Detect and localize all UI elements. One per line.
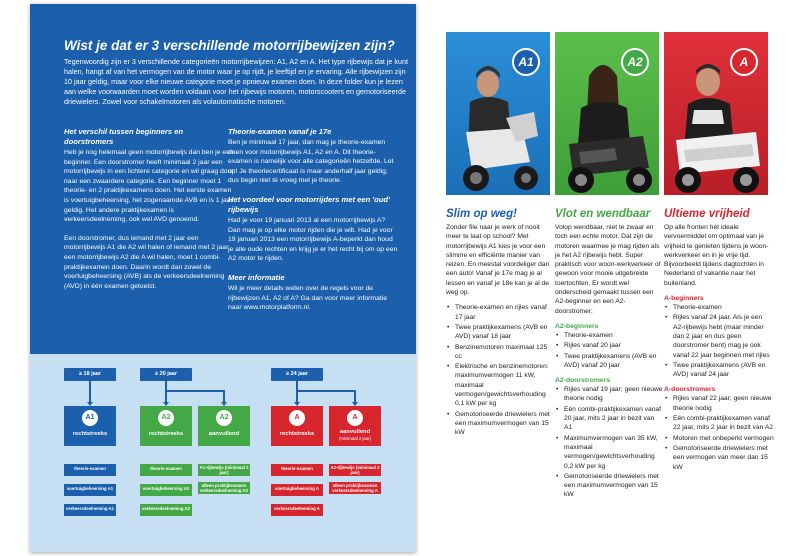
a2-badge-icon: A2 — [621, 48, 649, 76]
bar-prerequisite: A2-rijbewijs (minimaal 2 jaar) — [330, 465, 380, 475]
column-a1 — [446, 207, 554, 444]
list-item: • Benzinemotoren maximaal 125 cc — [446, 343, 554, 362]
bar-prerequisite: A1-rijbewijs (minimaal 2 jaar) — [199, 465, 249, 475]
list-a-beginners — [664, 303, 774, 379]
subheading-a2-transfer: A2-doorstromers — [555, 377, 611, 385]
bar-theory: theorie-examen — [140, 464, 192, 476]
list-item: • Rijles vanaf 20 jaar — [555, 341, 663, 350]
section-heading-theory: Theorie-examen vanaf je 17e — [228, 127, 332, 136]
subheading-a-beginners: A-beginners — [664, 295, 704, 303]
column-a2 — [555, 207, 663, 506]
list-item: • Maximumvermogen van 35 kW, maximaal vermogen/gewichtsverhouding 0,2 kW per kg — [555, 434, 663, 471]
list-item: • Rijles vanaf 22 jaar; geen nieuwe theorie nodig — [664, 394, 774, 413]
list-item: • Theorie-examen — [555, 331, 663, 340]
level-a1-direct — [64, 406, 116, 446]
connector — [166, 390, 224, 392]
bar-practical-only: alleen praktijkexamen verkeersdeelneming A — [329, 482, 381, 494]
level-label: rechtstreeks — [72, 431, 108, 437]
photo-a2-rider — [555, 32, 659, 195]
age-chip-20: ≥ 20 jaar — [140, 368, 192, 381]
subheading-a2-beginners: A2-beginners — [555, 322, 599, 330]
text-a: Op alle fronten hét ideale vervoermiddel om optimaal van je vrijheid te genieten tijdens je woon-werkverkeer en in je vrije tijd. Bijvoorbeeld tijdens dagtochten in Nederland of vakantie naar het buitenland. — [664, 224, 769, 287]
section-text-difference-1: Heb je nog helemaal geen motorrijbewijs dan ben je een beginner. Een doorstromer heeft minimaal 2 jaar een motorrijbewijs in een lichtere categorie en wil graag door naar een zwaardere categorie. Een beginner moet 1 theorie- en 2 praktijkexamens doen. Het eerste examen is voertuigbeheersing, het zogenaamde AVB en is 1 jaar geldig. Het andere praktijkexamen is verkeersdeelneming, ook wel AVD genoemd. — [64, 149, 234, 224]
a-badge-icon: A — [347, 410, 363, 426]
level-label: aanvullend — [208, 431, 240, 437]
a1-badge-icon: A1 — [82, 410, 98, 426]
text-a2: Volop wendbaar, niet te zwaar en toch een echte motor. Dat zijn de motoren waarmee je mag rijden als je het A2 rijbewijs hebt. Super praktisch voor woon-werkverkeer of gewoon voor mooie uitgebreide toertochten. Er wordt wel onderscheid gemaakt tussen een A2-beginner en een A2-doorstromer: — [555, 224, 661, 315]
list-a2-transfer — [555, 385, 663, 500]
bar-vehicle-control: voertuigbeheersing A2 — [140, 484, 192, 496]
heading-a2: Vlot en wendbaar — [555, 208, 651, 220]
list-item: • Gemotoriseerde driewielers met een maximumvermogen van 15 kW — [446, 410, 554, 438]
section-text-old-license: Had je voor 19 januari 2013 al een motorrijbewijs A? Dan mag je op elke motor rijden die je wilt. Had je voor 19 januari 2013 een motorrijbewijs A-beperkt dan houd je alle oude rechten en krijg je er het recht bij om op een A2 motor te rijden. — [228, 216, 398, 263]
level-a-extra — [329, 406, 381, 446]
a2-badge-icon: A2 — [158, 410, 174, 426]
level-a-direct — [271, 406, 323, 446]
bar-theory: theorie-examen — [64, 464, 116, 476]
list-item: • Eén combi-praktijkexamen vanaf 22 jaar, mits 2 jaar in bezit van A2 — [664, 414, 774, 433]
section-text-difference-2: Een doorstromer, dus iemand met 2 jaar een motorrijbewijs A1 die A2 wil halen of iemand met 2 jaar een motorrijbewijs A2 die A wil halen, moet 1 combi-praktijkexamen doen. Daarin wordt dan zowel de voertuigbeheersing (AVB) als de verkeersdeelneming (AVD) in één examen getoetst. — [64, 234, 229, 290]
left-column — [64, 127, 234, 300]
connector — [165, 381, 167, 404]
list-item: • Twee praktijkexamens (AVB en AVD) vanaf 20 jaar — [555, 352, 663, 371]
connector — [89, 381, 91, 404]
list-item: • Gemotoriseerde driewielers met een maximumvermogen van 15 kW — [555, 472, 663, 500]
bar-traffic: verkeersdeelneming A2 — [140, 504, 192, 516]
section-heading-difference: Het verschil tussen beginners en doorstromers — [64, 127, 184, 146]
a-badge-icon: A — [289, 410, 305, 426]
bar-theory: theorie-examen — [271, 464, 323, 476]
bar-vehicle-control: voertuigbeheersing A1 — [64, 484, 116, 496]
bar-practical-only: alleen praktijkexamen verkeersdeelneming A2 — [199, 483, 249, 493]
subheading-a-transfer: A-doorstromers — [664, 386, 716, 394]
section-heading-more-info: Meer informatie — [228, 272, 285, 282]
heading-a1: Slim op weg! — [446, 208, 517, 220]
section-text-theory: Ben je minimaal 17 jaar, dan mag je theorie-examen doen voor motorrijbewijs A1, A2 en A. Dit theorie-examen is namelijk voor alle categorieën hetzelfde. Let op! Je theoriecertificaat is maar anderhalf jaar geldig, dus begin niet té vroeg met je theorie. — [228, 139, 394, 185]
right-page — [420, 4, 792, 552]
level-label: rechtstreeks — [279, 431, 315, 437]
a2-badge-icon: A2 — [216, 410, 232, 426]
license-path-diagram — [30, 354, 416, 552]
list-a-transfer — [664, 394, 774, 471]
list-item: • Theorie-examen en rijles vanaf 17 jaar — [446, 303, 554, 322]
list-item: • Motoren met onbeperkt vermogen — [664, 434, 774, 443]
connector — [297, 390, 355, 392]
list-item: • Elektrische en benzinemotoren: maximumvermogen 11 kW, maximaal vermogen/gewichtsverhouding 0,1 kW per kg — [446, 362, 554, 408]
bar-vehicle-control: voertuigbeheersing A — [271, 484, 323, 496]
connector — [296, 381, 298, 404]
list-item: • Rijles vanaf 19 jaar; geen nieuwe theorie nodig — [555, 385, 663, 404]
heading-a: Ultieme vrijheid — [664, 208, 750, 220]
level-a2-extra — [198, 406, 250, 446]
list-item: • Eén combi-praktijkexamen vanaf 20 jaar, mits 2 jaar in bezit van A1 — [555, 405, 663, 433]
level-sublabel: (minimaal 2 jaar) — [339, 435, 371, 441]
section-text-more-info: Wil je meer details weten over de regels voor de rijbewijzen A1, A2 of A? Ga dan voor meer informatie naar www.motorplatform.nl. — [228, 284, 388, 312]
level-label: rechtstreeks — [148, 431, 184, 437]
photo-a-rider — [664, 32, 768, 195]
left-page — [30, 4, 416, 552]
text-a1: Zonder file naar je werk of nooit meer te laat op school? Met motorrijbewijs A1 kies je voor een slimme en efficiënte manier van reizen. En meestal voordeliger dan een auto! Vanaf je 17e mag je al lessen en vanaf je 18e kan je al de weg op. — [446, 224, 550, 297]
bar-traffic: verkeersdeelneming A — [271, 504, 323, 516]
section-heading-old-license: Het voordeel voor motorrijders met een 'oud' rijbewijs — [228, 194, 390, 214]
page-title: Wist je dat er 3 verschillende motorrijbewijzen zijn? — [64, 38, 395, 53]
list-a2-beginners — [555, 331, 663, 370]
bar-traffic: verkeersdeelneming A1 — [64, 504, 116, 516]
photo-a1-rider — [446, 32, 550, 195]
list-item: • Twee praktijkexamens (AVB en AVD) vanaf 18 jaar — [446, 323, 554, 342]
list-a1 — [446, 303, 554, 437]
a1-badge-icon: A1 — [512, 48, 540, 76]
list-item: • Rijles vanaf 24 jaar. Als je een A2-rijbewijs hebt (maar minder dan 2 jaar en dus geen doorstromer bent) mag je ook vanaf 22 jaar beginnen met rijles — [664, 313, 774, 359]
a-badge-icon: A — [730, 48, 758, 76]
list-item: • Theorie-examen — [664, 303, 774, 312]
age-chip-24: ≥ 24 jaar — [271, 368, 323, 381]
age-chip-18: ≥ 18 jaar — [64, 368, 116, 381]
level-label: aanvullend — [339, 429, 371, 435]
column-a — [664, 207, 774, 478]
level-a2-direct — [140, 406, 192, 446]
list-item: • Gemotoriseerde driewielers met een vermogen van meer dan 15 kW — [664, 444, 774, 472]
intro-text: Tegenwoordig zijn er 3 verschillende categorieën motorrijbewijzen: A1, A2 en A. Het type rijbewijs dat je kunt halen, hangt af van het vermogen van de motor waar je op rijdt, je leeftijd en je ervaring. Alle rijbewijzen zijn 10 jaar geldig, maar voor elke nieuwe categorie moet je opnieuw examen doen. In deze folder kun je lezen aan welke voorwaarden moet worden voldaan voor het rijbewijs motoren, motorscooters en gemotoriseerde driewielers. Zowel voor schakelmotoren als volautomatische motoren. — [64, 57, 408, 106]
list-item: • Twee praktijkexamens (AVB en AVD) vanaf 24 jaar — [664, 361, 774, 380]
right-column — [228, 127, 398, 322]
